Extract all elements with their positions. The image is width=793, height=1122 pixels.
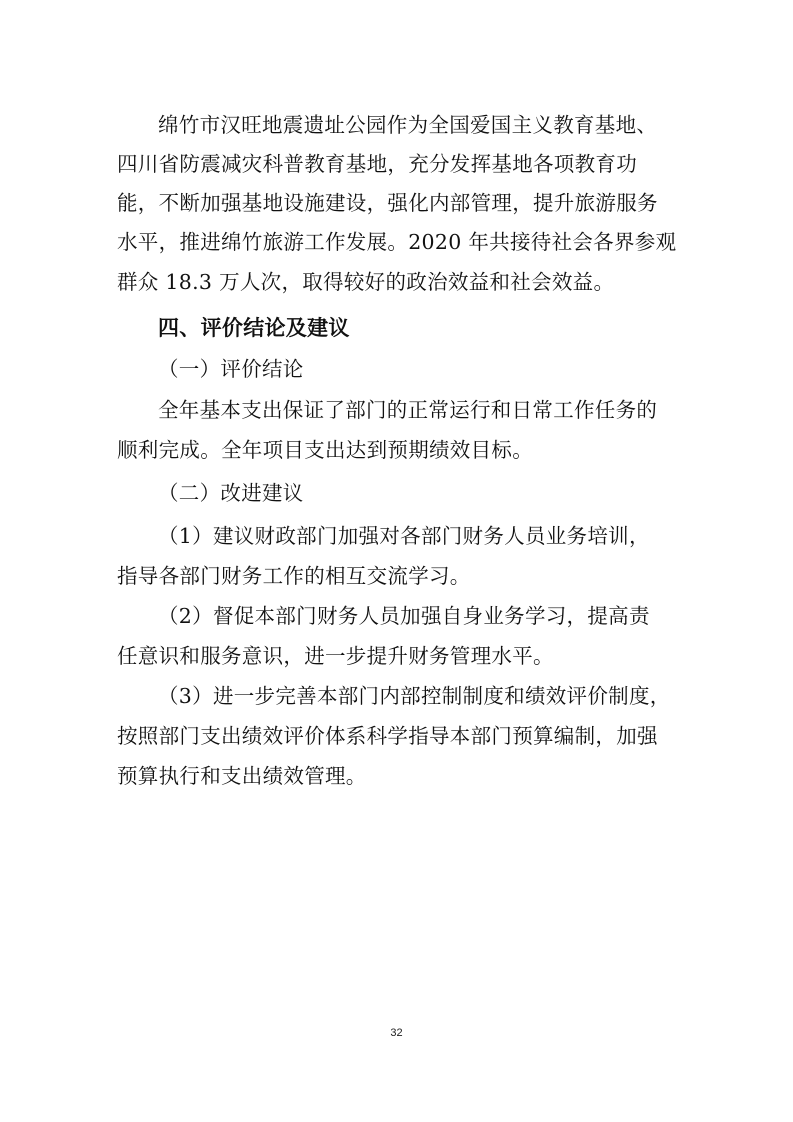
paragraph-line: 全年基本支出保证了部门的正常运行和日常工作任务的	[158, 398, 658, 422]
subsection-heading: （一）评价结论	[158, 357, 304, 381]
paragraph-line: 能，不断加强基地设施建设，强化内部管理，提升旅游服务	[117, 191, 658, 215]
recommendation-line: 预算执行和支出绩效管理。	[117, 764, 367, 788]
paragraph-line: 群众 18.3 万人次，取得较好的政治效益和社会效益。	[117, 270, 615, 294]
section-heading: 四、评价结论及建议	[158, 316, 350, 340]
paragraph-line: 绵竹市汉旺地震遗址公园作为全国爱国主义教育基地、	[158, 113, 658, 137]
recommendation-line: 按照部门支出绩效评价体系科学指导本部门预算编制，加强	[117, 724, 658, 748]
paragraph-line: 四川省防震减灾科普教育基地，充分发挥基地各项教育功	[117, 152, 637, 176]
recommendation-line: （1）建议财政部门加强对各部门财务人员业务培训，	[158, 524, 650, 548]
recommendation-line: （3）进一步完善本部门内部控制制度和绩效评价制度，	[158, 684, 671, 708]
recommendation-line: 任意识和服务意识，进一步提升财务管理水平。	[117, 644, 554, 668]
page-number: 32	[390, 1027, 403, 1039]
paragraph-line: 顺利完成。全年项目支出达到预期绩效目标。	[117, 438, 533, 462]
subsection-heading: （二）改进建议	[158, 481, 304, 505]
recommendation-line: 指导各部门财务工作的相互交流学习。	[117, 564, 471, 588]
paragraph-line: 水平，推进绵竹旅游工作发展。2020 年共接待社会各界参观	[117, 230, 677, 254]
recommendation-line: （2）督促本部门财务人员加强自身业务学习，提高责	[158, 604, 650, 628]
